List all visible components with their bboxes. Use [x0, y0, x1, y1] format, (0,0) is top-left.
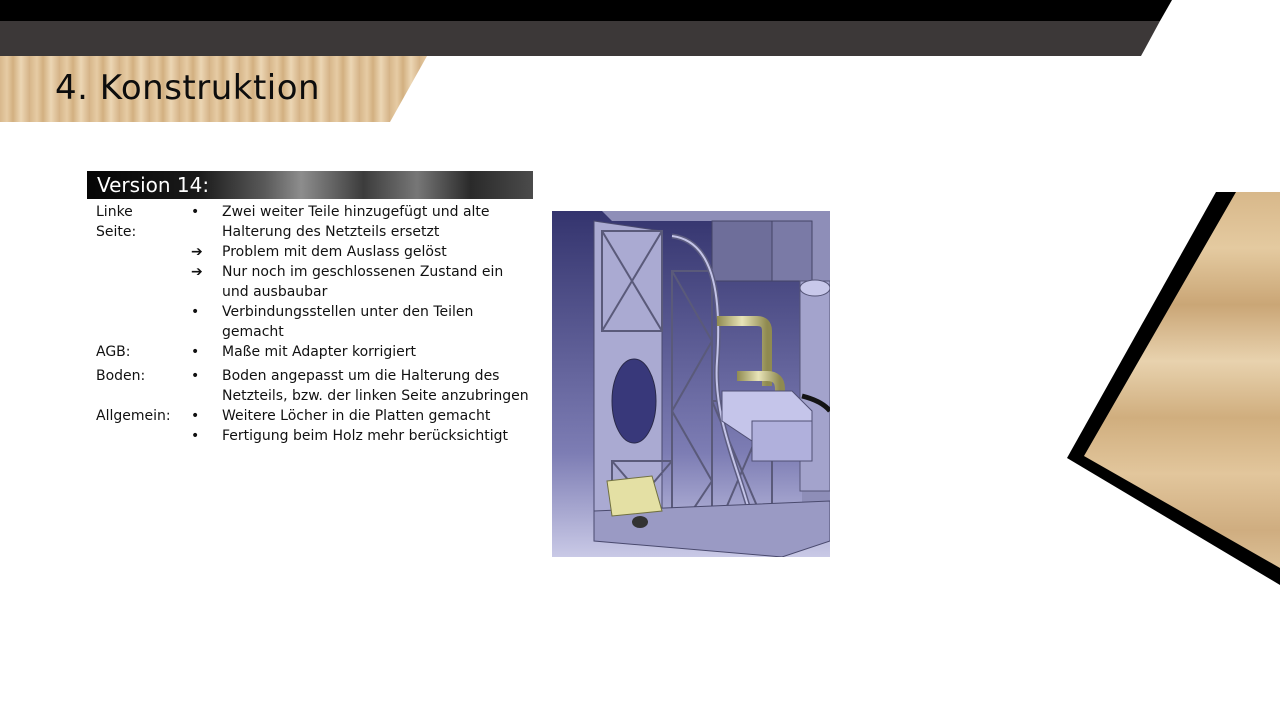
list-item	[179, 242, 533, 262]
cad-model-icon	[552, 211, 830, 557]
change-list	[87, 202, 533, 446]
top-banner-black	[0, 0, 1280, 21]
list-item	[179, 366, 533, 406]
change-row	[87, 406, 533, 446]
change-row	[87, 342, 533, 362]
change-row	[87, 366, 533, 406]
item-text: Weitere Löcher in die Platten gemacht	[222, 408, 491, 424]
item-text: Fertigung beim Holz mehr berücksichtigt	[222, 428, 509, 444]
row-items	[179, 366, 533, 406]
item-text: Verbindungsstellen unter den Teilen gemacht	[222, 304, 474, 340]
row-items	[179, 342, 533, 362]
item-text: Problem mit dem Auslass gelöst	[222, 244, 447, 260]
section-header-bar	[87, 171, 533, 199]
list-item	[179, 262, 533, 302]
row-label: AGB:	[96, 344, 131, 360]
item-text: Nur noch im geschlossenen Zustand ein und ausbaubar	[222, 264, 504, 300]
bullet-icon: •	[191, 428, 200, 444]
row-items	[179, 406, 533, 446]
bullet-icon: •	[191, 344, 200, 360]
wood-decoration	[1062, 190, 1280, 590]
row-label: Boden:	[96, 368, 146, 384]
bullet-icon: •	[191, 304, 200, 320]
list-item	[179, 426, 533, 446]
arrow-right-icon: ➔	[191, 244, 203, 260]
top-banner-grey	[0, 21, 1280, 56]
item-text: Maße mit Adapter korrigiert	[222, 344, 416, 360]
page-title: 4. Konstruktion	[55, 68, 321, 108]
row-label: Allgemein:	[96, 408, 171, 424]
arrow-right-icon: ➔	[191, 264, 203, 280]
list-item	[179, 406, 533, 426]
bullet-icon: •	[191, 368, 200, 384]
section-title: Version 14:	[97, 173, 210, 197]
list-item	[179, 202, 533, 242]
list-item	[179, 302, 533, 342]
bullet-icon: •	[191, 204, 200, 220]
row-items	[179, 202, 533, 342]
row-label: Linke Seite:	[96, 204, 137, 240]
cad-rendering-image	[552, 211, 830, 557]
change-row	[87, 202, 533, 342]
bullet-icon: •	[191, 408, 200, 424]
item-text: Boden angepasst um die Halterung des Netzteils, bzw. der linken Seite anzubringen	[222, 368, 529, 404]
item-text: Zwei weiter Teile hinzugefügt und alte Halterung des Netzteils ersetzt	[222, 204, 490, 240]
list-item	[179, 342, 533, 362]
